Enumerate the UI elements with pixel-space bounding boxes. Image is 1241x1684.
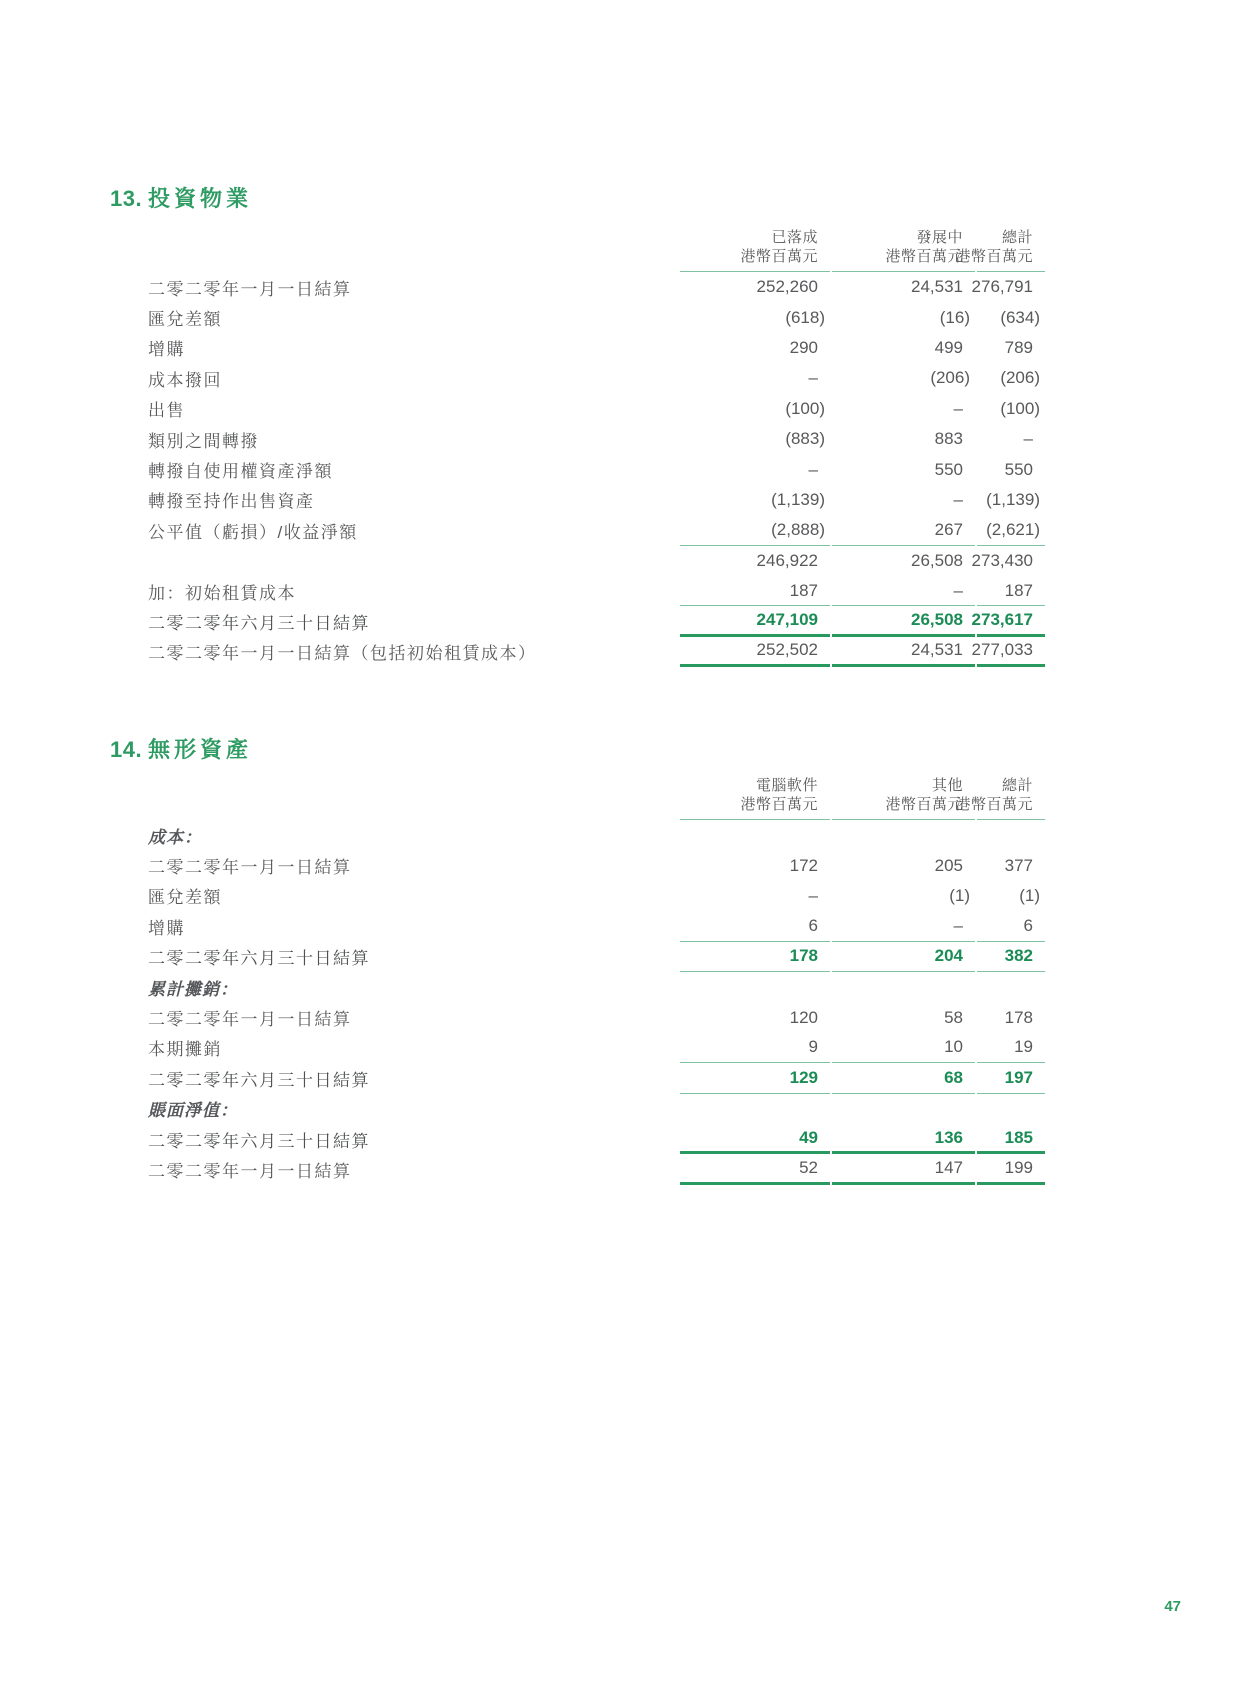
table-row (148, 1002, 1045, 1032)
table-row (148, 942, 1045, 972)
row-label: 二零二零年六月三十日結算 (148, 949, 370, 969)
row-label (148, 546, 680, 576)
cell-value: 377 (1004, 855, 1033, 875)
table-row (148, 363, 1045, 393)
cell-value: (206) (930, 368, 970, 388)
row-label: 本期攤銷 (148, 1040, 222, 1060)
table-row (148, 272, 1045, 302)
row-label: 類別之間轉撥 (148, 431, 259, 451)
table-row (148, 454, 1045, 484)
column-header (680, 220, 830, 272)
cell-value: (2,621) (977, 515, 1045, 545)
cell-value: 499 (934, 337, 963, 357)
cell-value: 267 (832, 515, 975, 545)
table-row (148, 606, 1045, 636)
cell-value: 136 (832, 1124, 975, 1154)
row-label: 二零二零年六月三十日結算 (148, 613, 370, 633)
cell-value: 789 (1004, 337, 1033, 357)
cell-value: (1) (1019, 885, 1040, 905)
cell-value: (1) (949, 885, 970, 905)
row-label: 二零二零年一月一日結算 (148, 279, 352, 299)
row-label: 二零二零年一月一日結算 (148, 1010, 352, 1030)
cell-value: (2,888) (680, 515, 830, 545)
table-row (148, 850, 1045, 880)
cell-value: 6 (680, 911, 830, 941)
column-header (955, 220, 1045, 272)
row-label: 匯兌差額 (148, 310, 222, 330)
row-label: 轉撥至持作出售資產 (148, 492, 315, 512)
row-label: 二零二零年一月一日結算 (148, 1161, 352, 1181)
row-label: 加：初始租賃成本 (148, 583, 296, 603)
row-label: 累計攤銷： (148, 979, 238, 999)
cell-value: (618) (785, 307, 825, 327)
cell-value: 185 (977, 1124, 1045, 1154)
cell-value: 172 (789, 855, 818, 875)
section-number: 13. (110, 186, 143, 211)
cell-value: – (1023, 429, 1033, 449)
cell-value: 49 (680, 1124, 830, 1154)
cell-value: (100) (785, 398, 825, 418)
cell-value: (883) (785, 429, 825, 449)
cell-value (680, 1094, 830, 1124)
cell-value: 247,109 (680, 606, 830, 636)
cell-value: – (953, 398, 963, 418)
cell-value: 205 (934, 855, 963, 875)
column-label: 已落成 (771, 229, 818, 246)
table-row (148, 333, 1045, 363)
cell-value: 178 (680, 942, 830, 972)
cell-value: 19 (977, 1033, 1045, 1063)
cell-value: 273,430 (971, 550, 1033, 570)
cell-value: 68 (832, 1063, 975, 1093)
row-label: 成本： (148, 827, 202, 847)
cell-value: 199 (977, 1154, 1045, 1184)
cell-value: – (832, 576, 975, 606)
section-number: 14. (110, 737, 143, 762)
cell-value: 277,033 (977, 637, 1045, 667)
section-title: 投資物業 (148, 186, 253, 211)
row-label: 公平值（虧損）/收益淨額 (148, 522, 358, 542)
column-unit: 港幣百萬元 (740, 796, 818, 813)
table-row (148, 424, 1045, 454)
cell-value: 26,508 (832, 606, 975, 636)
cell-value: 252,502 (680, 637, 830, 667)
cell-value: 246,922 (756, 550, 818, 570)
table-header-row (148, 220, 1045, 272)
cell-value: – (953, 489, 963, 509)
cell-value: (100) (1000, 398, 1040, 418)
table-row (148, 1154, 1045, 1184)
cell-value: 204 (832, 942, 975, 972)
cell-value: 24,531 (832, 637, 975, 667)
table-row (148, 1063, 1045, 1093)
cell-value: 276,791 (971, 277, 1033, 297)
section-13-heading (110, 182, 252, 213)
intangible-assets-table (148, 768, 1045, 1185)
column-unit: 港幣百萬元 (740, 248, 818, 265)
table-row (148, 485, 1045, 515)
cell-value: 147 (832, 1154, 975, 1184)
page-number: 47 (1164, 1598, 1181, 1615)
row-label: 匯兌差額 (148, 888, 222, 908)
row-label: 成本撥回 (148, 370, 222, 390)
column-unit: 港幣百萬元 (885, 796, 963, 813)
cell-value: 382 (977, 942, 1045, 972)
cell-value (832, 972, 975, 1002)
cell-value: (1,139) (771, 489, 825, 509)
column-unit: 港幣百萬元 (885, 248, 963, 265)
cell-value: 550 (1004, 459, 1033, 479)
cell-value: (634) (1000, 307, 1040, 327)
table-row (148, 1033, 1045, 1063)
cell-value: (206) (1000, 368, 1040, 388)
cell-value: 24,531 (911, 277, 963, 297)
row-label: 賬面淨值： (148, 1101, 238, 1121)
column-header (832, 220, 975, 272)
cell-value: 58 (944, 1007, 963, 1027)
cell-value: 197 (977, 1063, 1045, 1093)
investment-properties-table (148, 220, 1045, 667)
cell-value (832, 1094, 975, 1124)
column-label: 總計 (1001, 229, 1033, 246)
row-label: 二零二零年一月一日結算 (148, 858, 352, 878)
cell-value: 290 (789, 337, 818, 357)
row-label: 出售 (148, 401, 185, 421)
table-header-row (148, 768, 1045, 820)
column-label: 總計 (1001, 777, 1033, 794)
column-unit: 港幣百萬元 (955, 248, 1033, 265)
cell-value: 129 (680, 1063, 830, 1093)
cell-value (977, 1094, 1045, 1124)
row-label: 增購 (148, 340, 185, 360)
cell-value (977, 820, 1045, 850)
table-row (148, 546, 1045, 576)
column-header (680, 768, 830, 820)
cell-value: 273,617 (977, 606, 1045, 636)
column-label: 電腦軟件 (755, 777, 818, 794)
row-label: 二零二零年六月三十日結算 (148, 1070, 370, 1090)
table-row (148, 637, 1045, 667)
cell-value: 178 (1004, 1007, 1033, 1027)
row-label: 轉撥自使用權資產淨額 (148, 462, 333, 482)
row-label: 增購 (148, 918, 185, 938)
cell-value: 120 (789, 1007, 818, 1027)
column-header (832, 768, 975, 820)
row-label: 二零二零年一月一日結算（包括初始租賃成本） (148, 644, 537, 664)
table-row (148, 972, 1045, 1002)
cell-value: – (808, 885, 818, 905)
table-row (148, 515, 1045, 545)
column-label: 其他 (931, 777, 963, 794)
cell-value: 6 (977, 911, 1045, 941)
table-row (148, 911, 1045, 941)
table-row (148, 576, 1045, 606)
cell-value: (16) (939, 307, 970, 327)
section-title: 無形資產 (148, 737, 253, 762)
table-row (148, 302, 1045, 332)
table-row (148, 881, 1045, 911)
column-unit: 港幣百萬元 (955, 796, 1033, 813)
table-row (148, 820, 1045, 850)
cell-value: 52 (680, 1154, 830, 1184)
cell-value: 187 (680, 576, 830, 606)
cell-value: – (808, 459, 818, 479)
section-14-heading (110, 733, 252, 764)
cell-value: – (832, 911, 975, 941)
cell-value: 550 (934, 459, 963, 479)
table-row (148, 1094, 1045, 1124)
table-row (148, 394, 1045, 424)
cell-value: 883 (934, 429, 963, 449)
column-header (955, 768, 1045, 820)
table-row (148, 1124, 1045, 1154)
cell-value (832, 820, 975, 850)
cell-value: 187 (977, 576, 1045, 606)
cell-value: 252,260 (756, 277, 818, 297)
cell-value (680, 972, 830, 1002)
cell-value (977, 972, 1045, 1002)
cell-value: – (808, 368, 818, 388)
cell-value (680, 820, 830, 850)
cell-value: 10 (832, 1033, 975, 1063)
row-label: 二零二零年六月三十日結算 (148, 1131, 370, 1151)
cell-value: (1,139) (986, 489, 1040, 509)
cell-value: 9 (680, 1033, 830, 1063)
cell-value: 26,508 (911, 550, 963, 570)
column-label: 發展中 (916, 229, 963, 246)
